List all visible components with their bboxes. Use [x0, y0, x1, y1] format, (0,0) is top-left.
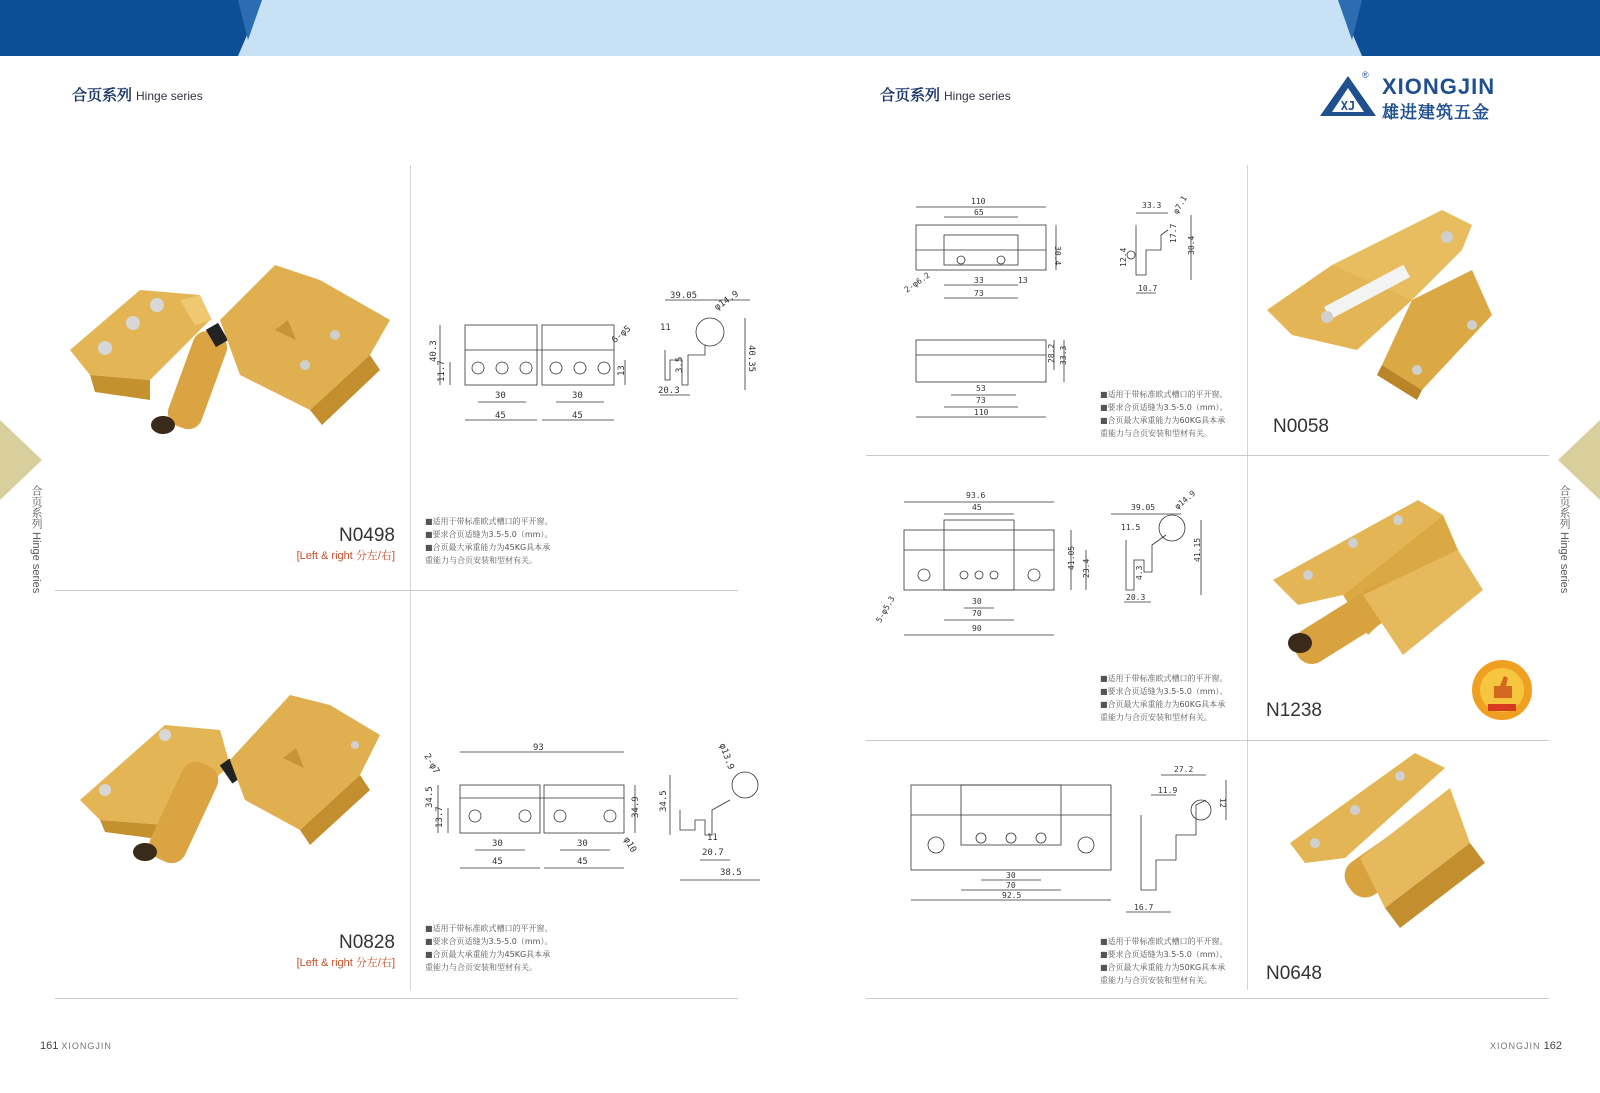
svg-text:2-φ7: 2-φ7	[421, 752, 441, 776]
svg-text:16.7: 16.7	[1134, 903, 1154, 912]
note-line: ■适用于带标准欧式槽口的平开窗。	[1100, 674, 1228, 683]
right-column-divider	[1247, 165, 1248, 990]
svg-text:27.2: 27.2	[1174, 765, 1194, 774]
product-card-n0828	[240, 932, 395, 970]
svg-text:20.7: 20.7	[702, 848, 724, 858]
left-row-divider-1	[55, 590, 738, 591]
svg-text:110: 110	[971, 197, 986, 206]
left-row-divider-2	[55, 998, 738, 999]
svg-text:41.15: 41.15	[1193, 537, 1202, 562]
svg-text:20.3: 20.3	[658, 386, 680, 396]
svg-text:40.35: 40.35	[746, 345, 756, 373]
product-notes-n0648	[1100, 935, 1260, 987]
svg-text:30.4: 30.4	[1053, 246, 1062, 266]
svg-text:11: 11	[660, 323, 671, 333]
svg-text:6-φ5: 6-φ5	[610, 324, 634, 346]
svg-text:11.5: 11.5	[1121, 523, 1141, 532]
svg-text:28.2: 28.2	[1047, 343, 1056, 363]
product-code-n0058: N0058	[1273, 416, 1329, 437]
note-line: ■合页最大承重能力为50KG具本承	[1100, 963, 1226, 972]
svg-text:45: 45	[972, 503, 982, 512]
svg-text:45: 45	[577, 857, 588, 867]
svg-text:11.9: 11.9	[1158, 786, 1178, 795]
note-line: ■合页最大承重能力为60KG具本承	[1100, 700, 1226, 709]
note-line: 重能力与合页安装和型材有关。	[1100, 976, 1212, 985]
note-line: ■适用于带标准欧式槽口的平开窗。	[425, 517, 553, 526]
svg-text:33: 33	[974, 276, 984, 285]
svg-text:41.05: 41.05	[1067, 545, 1076, 570]
note-line: ■适用于带标准欧式槽口的平开窗。	[1100, 390, 1228, 399]
drawing-n0648	[906, 760, 1236, 915]
product-card-n0498	[240, 525, 395, 563]
svg-text:30: 30	[492, 839, 503, 849]
svg-text:39.05: 39.05	[670, 291, 698, 301]
hinge-photo-n0828	[70, 690, 400, 890]
svg-text:70: 70	[1006, 881, 1016, 890]
svg-text:23.4: 23.4	[1082, 558, 1091, 578]
svg-text:11.7: 11.7	[437, 360, 447, 382]
note-line: ■要求合页适缝为3.5-5.0（mm）。	[425, 937, 553, 946]
top-banner	[0, 0, 1600, 56]
svg-text:45: 45	[495, 411, 506, 421]
footer-right	[1490, 1040, 1562, 1052]
svg-text:12.4: 12.4	[1119, 247, 1128, 267]
svg-text:39.05: 39.05	[1131, 503, 1156, 512]
left-column-divider	[410, 165, 411, 990]
svg-text:13: 13	[617, 365, 627, 376]
svg-text:34.5: 34.5	[659, 790, 669, 812]
svg-text:92.5: 92.5	[1002, 891, 1022, 900]
svg-text:45: 45	[572, 411, 583, 421]
hinge-photo-n0058	[1262, 205, 1512, 405]
svg-text:30: 30	[1006, 871, 1016, 880]
footer-left	[40, 1040, 112, 1052]
footer-brand-right: XIONGJIN	[1490, 1041, 1541, 1051]
note-line: ■要求合页适缝为3.5-5.0（mm）。	[425, 530, 553, 539]
left-title-cn: 合页系列	[72, 87, 133, 104]
svg-text:10.7: 10.7	[1138, 284, 1158, 293]
left-section-title	[72, 84, 203, 105]
svg-text:φ10: φ10	[621, 835, 638, 855]
quality-badge-icon	[1470, 658, 1534, 722]
svg-text:φ7.1: φ7.1	[1171, 194, 1189, 216]
product-subtitle: [Left & right 分左/右]	[296, 550, 395, 562]
product-code-n1238: N1238	[1266, 700, 1322, 721]
svg-text:34.5: 34.5	[425, 786, 435, 808]
svg-text:3.5: 3.5	[675, 356, 685, 373]
svg-text:33.3: 33.3	[1142, 201, 1162, 210]
note-line: ■合页最大承重能力为45KG具本承	[425, 543, 551, 552]
right-section-title	[880, 84, 1011, 105]
product-notes-n0828	[425, 922, 585, 974]
svg-text:30: 30	[577, 839, 588, 849]
svg-text:110: 110	[974, 408, 989, 417]
svg-text:13: 13	[1018, 276, 1028, 285]
logo-name-cn: 雄进建筑五金	[1382, 103, 1490, 122]
svg-text:93.6: 93.6	[966, 491, 986, 500]
note-line: 重能力与合页安装和型材有关。	[425, 963, 537, 972]
svg-text:φ14.9: φ14.9	[1173, 488, 1198, 512]
right-row-divider-1	[866, 455, 1549, 456]
svg-text:53: 53	[976, 384, 986, 393]
logo-mark-icon	[1318, 74, 1378, 118]
brand-logo	[1318, 70, 1518, 122]
svg-text:XJ: XJ	[1340, 99, 1356, 113]
note-line: ■适用于带标准欧式槽口的平开窗。	[1100, 937, 1228, 946]
product-subtitle: [Left & right 分左/右]	[296, 957, 395, 969]
svg-text:17.7: 17.7	[1169, 223, 1178, 243]
svg-text:30: 30	[972, 597, 982, 606]
svg-text:30: 30	[572, 391, 583, 401]
right-row-divider-3	[866, 998, 1549, 999]
svg-text:93: 93	[533, 743, 544, 753]
footer-brand-left: XIONGJIN	[61, 1041, 112, 1051]
product-code: N0498	[339, 525, 395, 546]
right-title-en: Hinge series	[944, 89, 1011, 103]
right-title-cn: 合页系列	[880, 87, 941, 104]
svg-text:2-φ6.2: 2-φ6.2	[902, 270, 932, 295]
note-line: ■适用于带标准欧式槽口的平开窗。	[425, 924, 553, 933]
left-side-label: 合页系列 Hinge series	[30, 485, 42, 594]
right-row-divider-2	[866, 740, 1549, 741]
svg-text:φ14.9: φ14.9	[713, 289, 741, 313]
note-line: ■要求合页适缝为3.5-5.0（mm）。	[1100, 687, 1228, 696]
svg-text:73: 73	[974, 289, 984, 298]
page-number-right: 162	[1543, 1040, 1562, 1052]
drawing-n1238	[876, 490, 1236, 650]
note-line: 重能力与合页安装和型材有关。	[1100, 429, 1212, 438]
svg-text:φ13.9: φ13.9	[716, 742, 736, 772]
svg-text:34.9: 34.9	[631, 796, 641, 818]
svg-text:45: 45	[492, 857, 503, 867]
hinge-photo-n1238	[1268, 495, 1508, 670]
note-line: 重能力与合页安装和型材有关。	[425, 556, 537, 565]
product-notes-n1238	[1100, 672, 1260, 724]
hinge-photo-n0498	[60, 260, 400, 460]
svg-text:13.7: 13.7	[435, 806, 445, 828]
product-notes-n0498	[425, 515, 585, 567]
svg-text:4.3: 4.3	[1135, 565, 1144, 580]
hinge-photo-n0648	[1285, 748, 1515, 933]
svg-text:33.3: 33.3	[1059, 345, 1068, 365]
page-number-left: 161	[40, 1040, 59, 1052]
svg-text:11: 11	[707, 833, 718, 843]
svg-text:30.4: 30.4	[1187, 235, 1196, 255]
logo-name-en: XIONGJIN	[1382, 74, 1496, 99]
drawing-n0828	[420, 740, 765, 900]
note-line: ■合页最大承重能力为60KG具本承	[1100, 416, 1226, 425]
note-line: 重能力与合页安装和型材有关。	[1100, 713, 1212, 722]
note-line: ■要求合页适缝为3.5-5.0（mm）。	[1100, 950, 1228, 959]
svg-text:73: 73	[976, 396, 986, 405]
right-side-label: 合页系列 Hinge series	[1558, 485, 1570, 594]
svg-text:70: 70	[972, 609, 982, 618]
svg-text:40.3: 40.3	[429, 340, 439, 362]
left-title-en: Hinge series	[136, 89, 203, 103]
svg-text:90: 90	[972, 624, 982, 633]
svg-text:5-φ5.3: 5-φ5.3	[874, 594, 897, 625]
registered-mark: ®	[1362, 70, 1369, 80]
svg-text:65: 65	[974, 208, 984, 217]
note-line: ■要求合页适缝为3.5-5.0（mm）。	[1100, 403, 1228, 412]
svg-text:20.3: 20.3	[1126, 593, 1146, 602]
svg-text:38.5: 38.5	[720, 868, 742, 878]
svg-text:12: 12	[1218, 798, 1227, 808]
product-code-n0648: N0648	[1266, 963, 1322, 984]
product-notes-n0058	[1100, 388, 1260, 440]
product-code: N0828	[339, 932, 395, 953]
svg-text:30: 30	[495, 391, 506, 401]
note-line: ■合页最大承重能力为45KG具本承	[425, 950, 551, 959]
drawing-n0498	[420, 290, 760, 440]
